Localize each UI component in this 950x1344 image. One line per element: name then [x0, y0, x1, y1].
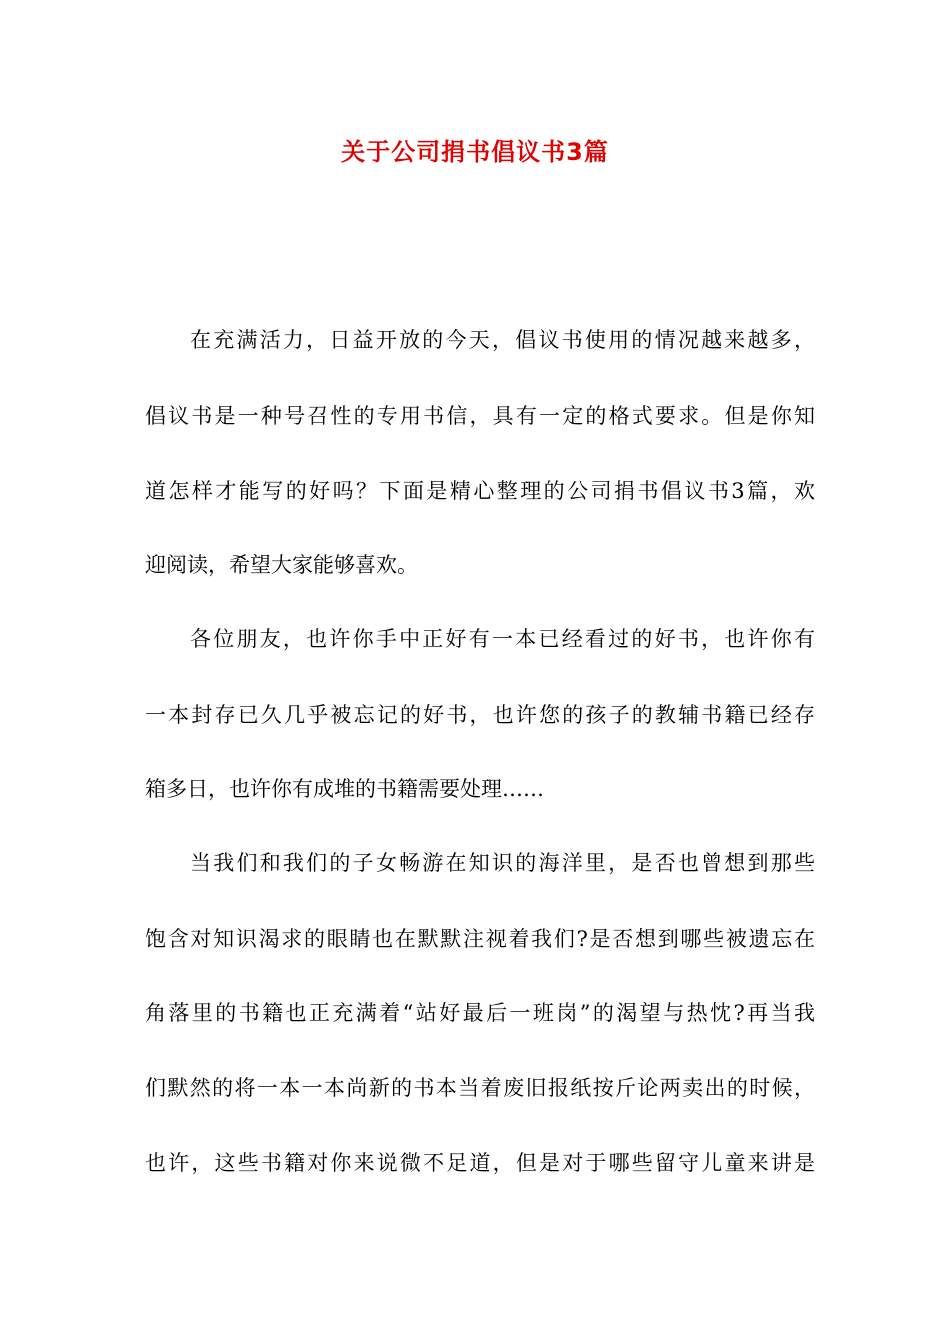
paragraph-line: 各位朋友，也许你手中正好有一本已经看过的好书，也许你有 [190, 627, 815, 651]
paragraph-line: 倡议书是一种号召性的专用书信，具有一定的格式要求。但是你知 [145, 404, 815, 428]
paragraph-line: 们默然的将一本一本尚新的书本当着废旧报纸按斤论两卖出的时候， [145, 1076, 815, 1100]
document-title: 关于公司捐书倡议书3篇 [341, 138, 609, 166]
paragraph-line: 饱含对知识渴求的眼睛也在默默注视着我们?是否想到哪些被遗忘在 [145, 927, 815, 951]
paragraph-line: 也许，这些书籍对你来说微不足道，但是对于哪些留守儿童来讲是 [145, 1151, 815, 1175]
paragraph-line: 一本封存已久几乎被忘记的好书，也许您的孩子的教辅书籍已经存 [145, 703, 815, 727]
paragraph-line: 在充满活力，日益开放的今天，倡议书使用的情况越来越多， [190, 328, 815, 352]
paragraph-line: 箱多日，也许你有成堆的书籍需要处理…… [145, 777, 544, 801]
paragraph-line: 角落里的书籍也正充满着“站好最后一班岗”的渴望与热忱?再当我 [145, 1001, 815, 1025]
paragraph-line: 迎阅读，希望大家能够喜欢。 [145, 553, 418, 577]
paragraph-line: 当我们和我们的子女畅游在知识的海洋里，是否也曾想到那些 [190, 851, 815, 875]
paragraph-line: 道怎样才能写的好吗？下面是精心整理的公司捐书倡议书3篇，欢 [145, 479, 815, 503]
